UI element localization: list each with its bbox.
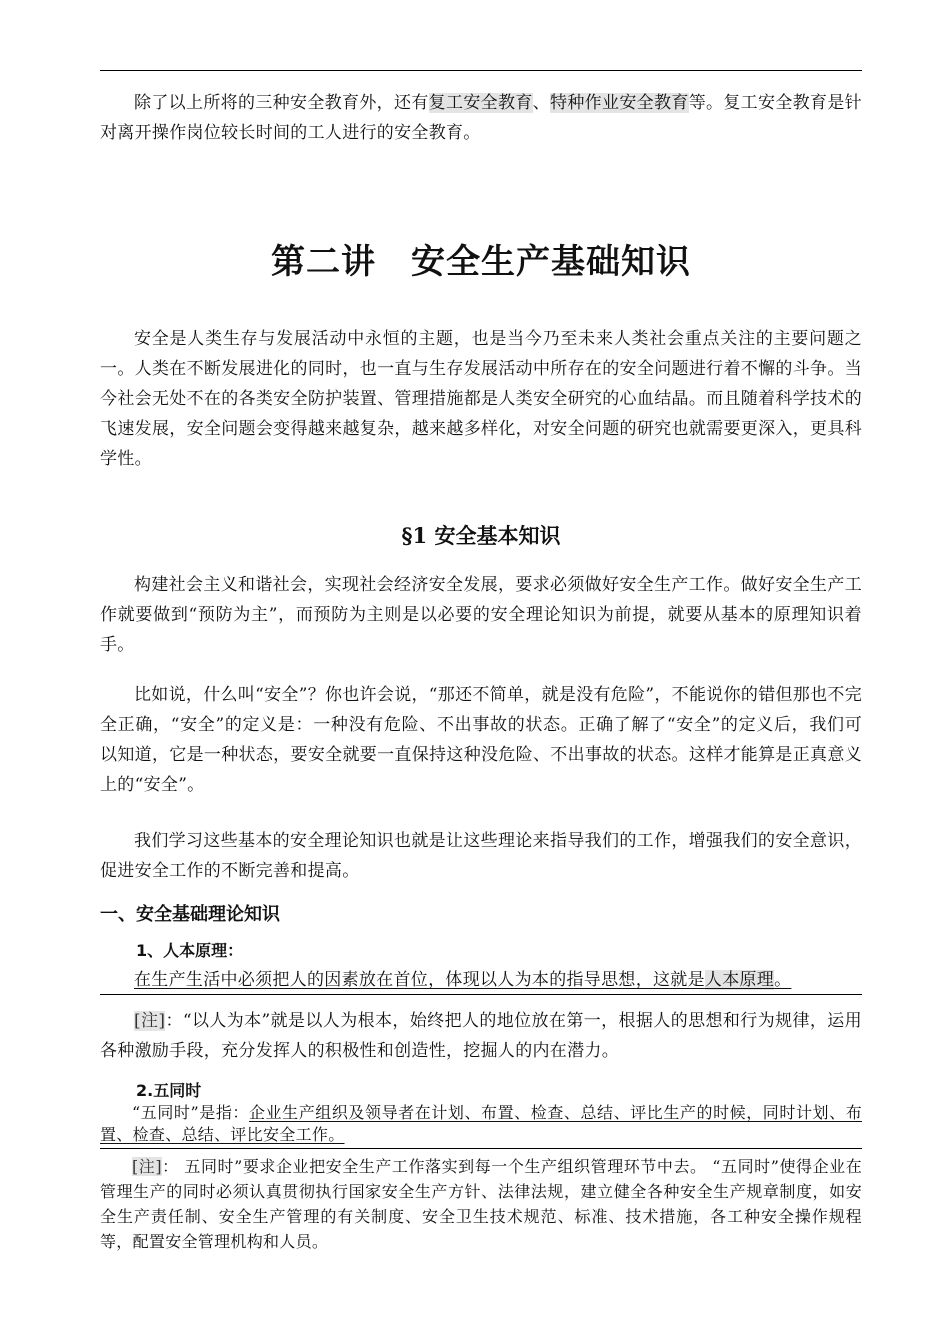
note-text: ： 五同时”要求企业把安全生产工作落实到每一个生产组织管理环节中去。 “五同时”使得企业在管理生产的同时必须认真贯彻执行国家安全生产方针、法律法规，建立健全各种安全生产规章制度，如安全生产责任制、安全生产管理的有关制度、安全卫生技术规范、标准、技术措施，各工种安全操作规程等，配置安全管理机构和人员。	[100, 1157, 862, 1251]
paragraph-safety-theme: 安全是人类生存与发展活动中永恒的主题，也是当今乃至未来人类社会重点关注的主要问题之一。人类在不断发展进化的同时，也一直与生存发展活动中所存在的安全问题进行着不懈的斗争。当今社会无处不在的各类安全防护装置、管理措施都是人类安全研究的心血结晶。而且随着科学技术的飞速发展，安全问题会变得越来越复杂，越来越多样化，对安全问题的研究也就需要更深入，更具科学性。	[100, 329, 862, 469]
highlight-resume-work-education: 复工安全教育	[428, 93, 533, 113]
human-principle-note	[100, 1006, 862, 1066]
heading-five-simultaneous: 2.五同时	[136, 1081, 202, 1100]
note-tag: [注]	[132, 1157, 162, 1176]
five-simultaneous-lead: “五同时”是指：	[132, 1103, 249, 1122]
intro-separator: 、	[532, 93, 551, 113]
heading-basic-theory: 一、安全基础理论知识	[100, 904, 280, 925]
human-principle-text: 在生产生活中必须把人的因素放在首位，体现以人为本的指导思想，这就是	[134, 970, 705, 990]
highlight-special-operation-education: 特种作业安全教育	[550, 93, 689, 113]
definition-end: 。	[774, 970, 792, 990]
intro-after: 等。复工安全教育是针对离开操作岗位较长时间的工人进行的安全教育。	[100, 93, 862, 143]
five-simultaneous-text: 企业生产组织及领导者在计划、布置、检查、总结、评比生产的时候，同时计划、布置、检查、总结、评比安全工作。	[100, 1103, 862, 1144]
five-simultaneous-note	[100, 1154, 862, 1254]
page-title: 第二讲 安全生产基础知识	[271, 242, 691, 282]
intro-before: 除了以上所将的三种安全教育外，还有	[134, 93, 429, 113]
human-principle-term: 人本原理	[704, 970, 775, 990]
heading-human-principle: 1、人本原理：	[136, 941, 244, 960]
header-rule	[100, 70, 862, 71]
intro-paragraph	[100, 88, 862, 148]
paragraph-harmonious-society: 构建社会主义和谐社会，实现社会经济安全发展，要求必须做好安全生产工作。做好安全生产工作就要做到“预防为主”，而预防为主则是以必要的安全理论知识为前提，就要从基本的原理知识着手。	[100, 575, 862, 655]
paragraph-learning-purpose: 我们学习这些基本的安全理论知识也就是让这些理论来指导我们的工作，增强我们的安全意识，促进安全工作的不断完善和提高。	[100, 831, 862, 881]
paragraph-definition-of-safety: 比如说，什么叫“安全”？你也许会说，“那还不简单，就是没有危险”，不能说你的错但那也不完全正确，“安全”的定义是：一种没有危险、不出事故的状态。正确了解了“安全”的定义后，我们可以知道，它是一种状态，要安全就要一直保持这种没危险、不出事故的状态。这样才能算是正真意义上的“安全”。	[100, 685, 862, 795]
definition-border	[100, 994, 862, 995]
human-principle-definition	[100, 966, 862, 994]
five-simultaneous-definition	[100, 1102, 862, 1146]
note-tag: [注]	[134, 1011, 166, 1031]
section-heading: §1 安全基本知识	[401, 523, 561, 548]
definition-border-2	[100, 1148, 862, 1149]
note-text: ：“以人为本”就是以人为根本，始终把人的地位放在第一，根据人的思想和行为规律，运用各种激励手段，充分发挥人的积极性和创造性，挖掘人的内在潜力。	[100, 1011, 862, 1061]
